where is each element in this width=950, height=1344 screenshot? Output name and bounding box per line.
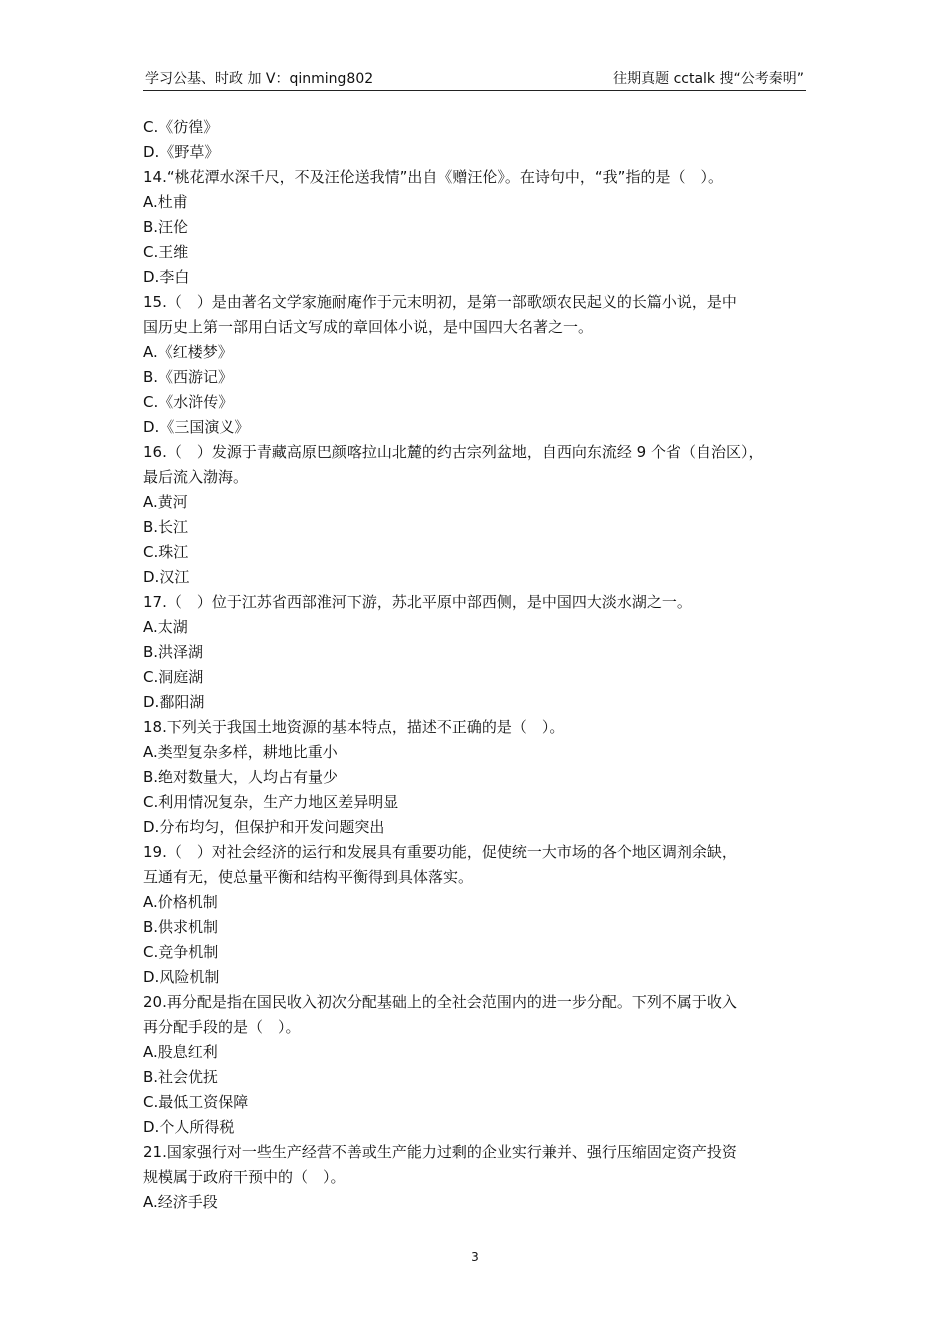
question-stem-line: 15.（ ）是由著名文学家施耐庵作于元末明初，是第一部歌颂农民起义的长篇小说，是中 [143,293,737,311]
question-stem-line: 19.（ ）对社会经济的运行和发展具有重要功能，促使统一大市场的各个地区调剂余缺， [143,843,737,861]
option-line: B.洪泽湖 [143,643,204,661]
option-line: C.珠江 [143,543,189,561]
option-line: C.《水浒传》 [143,393,234,411]
question-stem-line: 17.（ ）位于江苏省西部淮河下游，苏北平原中部西侧，是中国四大淡水湖之一。 [143,593,692,611]
question-stem-line: 规模属于政府干预中的（ ）。 [143,1168,346,1186]
option-line: D.个人所得税 [143,1118,235,1136]
option-line: C.利用情况复杂，生产力地区差异明显 [143,793,399,811]
option-line: A.价格机制 [143,893,218,911]
page-header [143,66,806,91]
question-item [143,590,808,715]
option-line: D.李白 [143,268,190,286]
option-line: A.类型复杂多样，耕地比重小 [143,743,338,761]
question-item [143,840,808,990]
question-stem-line: 21.国家强行对一些生产经营不善或生产能力过剩的企业实行兼并、强行压缩固定资产投资 [143,1143,737,1161]
option-line: A.太湖 [143,618,188,636]
option-line: C.《彷徨》 [143,118,219,136]
question-stem-line: 16.（ ）发源于青藏高原巴颜喀拉山北麓的约古宗列盆地，自西向东流经 9 个省（自治区）， [143,443,764,461]
option-line: D.《野草》 [143,143,220,161]
page-number: 3 [471,1250,479,1264]
question-item [143,440,808,590]
option-line: C.洞庭湖 [143,668,204,686]
option-line: A.股息红利 [143,1043,218,1061]
option-line: B.《西游记》 [143,368,234,386]
option-line: B.社会优抚 [143,1068,219,1086]
question-stem-line: 20.再分配是指在国民收入初次分配基础上的全社会范围内的进一步分配。下列不属于收入 [143,993,737,1011]
option-line: D.风险机制 [143,968,220,986]
question-stem-line: 18.下列关于我国土地资源的基本特点，描述不正确的是（ ）。 [143,718,565,736]
option-line: C.最低工资保障 [143,1093,249,1111]
question-stem-line: 互通有无，使总量平衡和结构平衡得到具体落实。 [143,868,474,886]
question-list [143,115,808,1215]
question-item [143,165,808,290]
option-line: D.鄱阳湖 [143,693,205,711]
question-stem-line: 国历史上第一部用白话文写成的章回体小说，是中国四大名著之一。 [143,318,594,336]
question-stem-line: 最后流入渤海。 [143,468,249,486]
question-item [143,1140,808,1215]
option-line: C.王维 [143,243,189,261]
question-item [143,990,808,1140]
option-line: A.经济手段 [143,1193,218,1211]
option-line: D.汉江 [143,568,190,586]
option-line: B.绝对数量大，人均占有量少 [143,768,339,786]
option-line: D.《三国演义》 [143,418,250,436]
option-line: B.长江 [143,518,189,536]
option-line: D.分布均匀，但保护和开发问题突出 [143,818,385,836]
question-stem-line: 14.“桃花潭水深千尺，不及汪伦送我情”出自《赠汪伦》。在诗句中，“我”指的是（ ）。 [143,168,723,186]
option-line: A.杜甫 [143,193,188,211]
question-item [143,290,808,440]
option-line: C.竞争机制 [143,943,219,961]
option-line: B.汪伦 [143,218,189,236]
option-line: A.黄河 [143,493,188,511]
question-stem-line: 再分配手段的是（ ）。 [143,1018,301,1036]
header-left-text: 学习公基、时政 加 V：qinming802 [145,71,374,87]
question-item [143,715,808,840]
header-right-text: 往期真题 cctalk 搜“公考秦明” [613,71,804,87]
option-line: B.供求机制 [143,918,219,936]
option-line: A.《红楼梦》 [143,343,233,361]
